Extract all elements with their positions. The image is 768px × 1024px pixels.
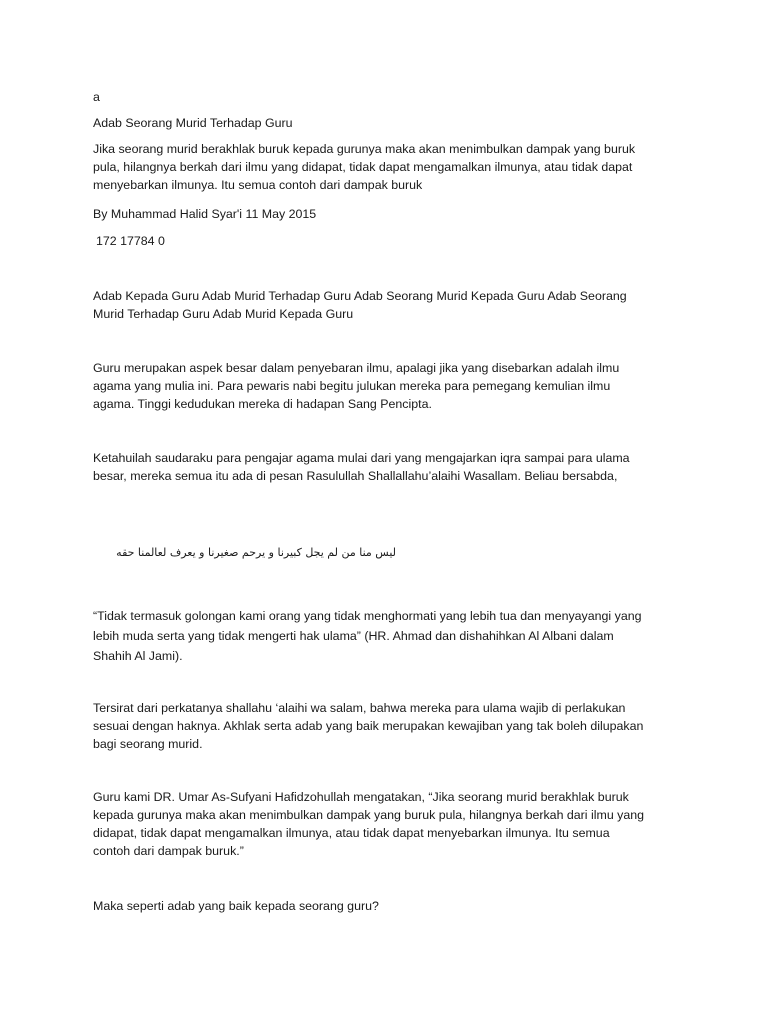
hadith-translation	[93, 606, 683, 666]
paragraph-line: agama yang mulia ini. Para pewaris nabi begitu julukan mereka para pemegang kemulian ilmu	[93, 379, 611, 393]
paragraph-4	[93, 788, 683, 860]
quote-line: “Tidak termasuk golongan kami orang yang tidak menghormati yang lebih tua dan menyayangi yang	[93, 609, 642, 623]
tag-line: Murid Terhadap Guru Adab Murid Kepada Guru	[93, 307, 354, 321]
article-stats: 172 17784 0	[96, 234, 165, 248]
paragraph-line: contoh dari dampak buruk.”	[93, 844, 244, 858]
paragraph-line: Tersirat dari perkatanya shallahu ‘alaihi wa salam, bahwa mereka para ulama wajib di perlakukan	[93, 701, 626, 715]
paragraph-line: besar, mereka semua itu ada di pesan Rasulullah Shallallahu’alaihi Wasallam. Beliau bersabda,	[93, 469, 618, 483]
closing-question: Maka seperti adab yang baik kepada seorang guru?	[93, 899, 379, 913]
intro-paragraph	[93, 140, 683, 194]
intro-line: menyebarkan ilmunya. Itu semua contoh dari dampak buruk	[93, 178, 423, 192]
byline: By Muhammad Halid Syar'i 11 May 2015	[93, 207, 317, 221]
tag-list	[93, 287, 683, 323]
page-marker: a	[93, 90, 100, 104]
intro-line: Jika seorang murid berakhlak buruk kepada gurunya maka akan menimbulkan dampak yang buruk	[93, 142, 636, 156]
paragraph-line: bagi seorang murid.	[93, 737, 203, 751]
quote-line: lebih muda serta yang tidak mengerti hak ulama” (HR. Ahmad dan dishahihkan Al Albani dalam	[93, 629, 614, 643]
paragraph-line: Guru kami DR. Umar As-Sufyani Hafidzohullah mengatakan, “Jika seorang murid berakhlak buruk	[93, 790, 629, 804]
paragraph-2	[93, 449, 683, 485]
arabic-hadith: ليس منا من لم يجل كبيرنا و يرحم صغيرنا و يعرف لعالمنا حقه	[116, 546, 396, 559]
paragraph-line: Guru merupakan aspek besar dalam penyebaran ilmu, apalagi jika yang disebarkan adalah ilmu	[93, 361, 620, 375]
paragraph-line: Ketahuilah saudaraku para pengajar agama mulai dari yang mengajarkan iqra sampai para ulama	[93, 451, 630, 465]
paragraph-3	[93, 699, 683, 753]
paragraph-1	[93, 359, 683, 413]
paragraph-line: agama. Tinggi kedudukan mereka di hadapan Sang Pencipta.	[93, 397, 432, 411]
tag-line: Adab Kepada Guru Adab Murid Terhadap Guru Adab Seorang Murid Kepada Guru Adab Seorang	[93, 289, 627, 303]
quote-line: Shahih Al Jami).	[93, 649, 183, 663]
intro-line: pula, hilangnya berkah dari ilmu yang didapat, tidak dapat mengamalkan ilmunya, atau tidak dapat	[93, 160, 633, 174]
paragraph-line: sesuai dengan haknya. Akhlak serta adab yang baik merupakan kewajiban yang tak boleh dilupakan	[93, 719, 644, 733]
paragraph-line: didapat, tidak dapat mengamalkan ilmunya, atau tidak dapat menyebarkan ilmunya. Itu semua	[93, 826, 610, 840]
paragraph-line: kepada gurunya maka akan menimbulkan dampak yang buruk pula, hilangnya berkah dari ilmu yang	[93, 808, 645, 822]
article-title: Adab Seorang Murid Terhadap Guru	[93, 116, 293, 130]
